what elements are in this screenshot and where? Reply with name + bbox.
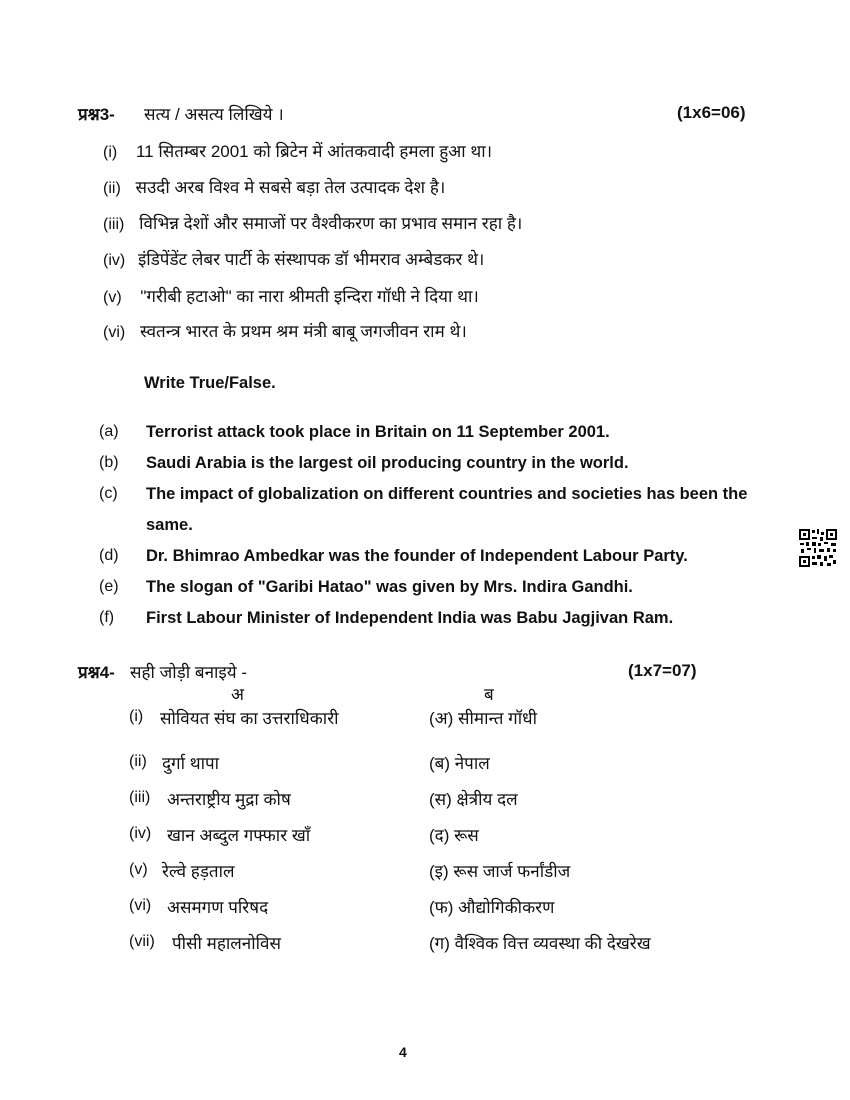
column-b-item: (अ) सीमान्त गॉधी	[429, 709, 537, 728]
row-number: (v)	[129, 861, 148, 878]
item-number: (f)	[99, 609, 115, 626]
q3-english-heading: Write True/False.	[144, 374, 276, 392]
row-number: (iv)	[129, 825, 152, 842]
item-number: (e)	[99, 578, 119, 595]
column-b-item: (द) रूस	[429, 826, 479, 845]
list-item	[103, 319, 467, 342]
item-text: Dr. Bhimrao Ambedkar was the founder of Independent Labour Party.	[146, 547, 688, 565]
column-b-item: (स) क्षेत्रीय दल	[429, 790, 518, 809]
row-number: (ii)	[129, 753, 147, 770]
column-a-heading: अ	[231, 685, 244, 704]
item-number: (ii)	[103, 180, 121, 197]
item-text: इंडिपेंडेंट लेबर पार्टी के संस्थापक डॉ भीमराव अम्बेडकर थे।	[137, 250, 485, 269]
item-text: विभिन्न देशों और समाजों पर वैश्वीकरण का प्रभाव समान रहा है।	[139, 214, 523, 233]
item-number: (a)	[99, 423, 119, 440]
column-a-item: असमगण परिषद	[167, 898, 269, 917]
row-number: (vi)	[129, 897, 152, 914]
item-text: सउदी अरब विश्व मे सबसे बड़ा तेल उत्पादक देश है।	[135, 178, 446, 197]
column-b-item: (इ) रूस जार्ज फर्नांडीज	[429, 862, 571, 881]
column-b-heading: ब	[484, 685, 494, 704]
item-number: (iii)	[103, 216, 125, 233]
q3-instruction: सत्य / असत्य लिखिये ।	[144, 105, 284, 124]
column-a-item: रेल्वे हड़ताल	[162, 862, 235, 881]
column-b-item: (ग) वैश्विक वित्त व्यवस्था की देखरेख	[429, 934, 651, 953]
item-number: (b)	[99, 454, 119, 471]
item-number: (c)	[99, 485, 118, 502]
q4-label: प्रश्न4-	[78, 663, 115, 682]
column-b-item: (फ) औद्योगिकीकरण	[429, 898, 555, 917]
item-text: The slogan of "Garibi Hatao" was given by Mrs. Indira Gandhi.	[146, 578, 633, 596]
item-text: The impact of globalization on different countries and societies has been the	[146, 485, 748, 503]
list-item	[103, 139, 492, 162]
item-number: (vi)	[103, 324, 126, 341]
row-number: (iii)	[129, 789, 151, 806]
row-number: (i)	[129, 708, 144, 725]
q3-marks: (1x6=06)	[677, 103, 746, 122]
item-number: (v)	[103, 289, 122, 306]
item-text: "गरीबी हटाओ" का नारा श्रीमती इन्दिरा गॉधी ने दिया था।	[140, 287, 479, 306]
column-a-item: दुर्गा थापा	[162, 754, 220, 773]
row-number: (vii)	[129, 933, 155, 950]
list-item	[103, 284, 479, 307]
q3-label: प्रश्न3-	[78, 105, 115, 124]
column-a-item: पीसी महालनोविस	[172, 934, 281, 953]
item-text: 11 सितम्बर 2001 को ब्रिटेन में आंतकवादी हमला हुआ था।	[135, 142, 493, 161]
item-text: Saudi Arabia is the largest oil producing country in the world.	[146, 454, 629, 472]
column-a-item: सोवियत संघ का उत्तराधिकारी	[160, 709, 339, 728]
item-number: (iv)	[103, 252, 126, 269]
q4-marks: (1x7=07)	[628, 661, 697, 680]
column-b-item: (ब) नेपाल	[429, 754, 490, 773]
column-a-item: खान अब्दुल गफ्फार खॉं	[167, 826, 311, 845]
list-item	[103, 247, 484, 270]
page-number: 4	[399, 1044, 407, 1060]
item-text: स्वतन्त्र भारत के प्रथम श्रम मंत्री बाबू जगजीवन राम थे।	[139, 322, 467, 341]
qr-code-icon	[798, 528, 838, 568]
item-text: Terrorist attack took place in Britain on 11 September 2001.	[146, 423, 610, 441]
list-item	[103, 211, 522, 234]
item-number: (d)	[99, 547, 119, 564]
item-text-continuation: same.	[146, 516, 193, 534]
list-item	[103, 175, 445, 198]
item-text: First Labour Minister of Independent India was Babu Jagjivan Ram.	[146, 609, 674, 627]
q4-instruction: सही जोड़ी बनाइये -	[130, 663, 248, 682]
column-a-item: अन्तराष्ट्रीय मुद्रा कोष	[167, 790, 291, 809]
item-number: (i)	[103, 144, 118, 161]
